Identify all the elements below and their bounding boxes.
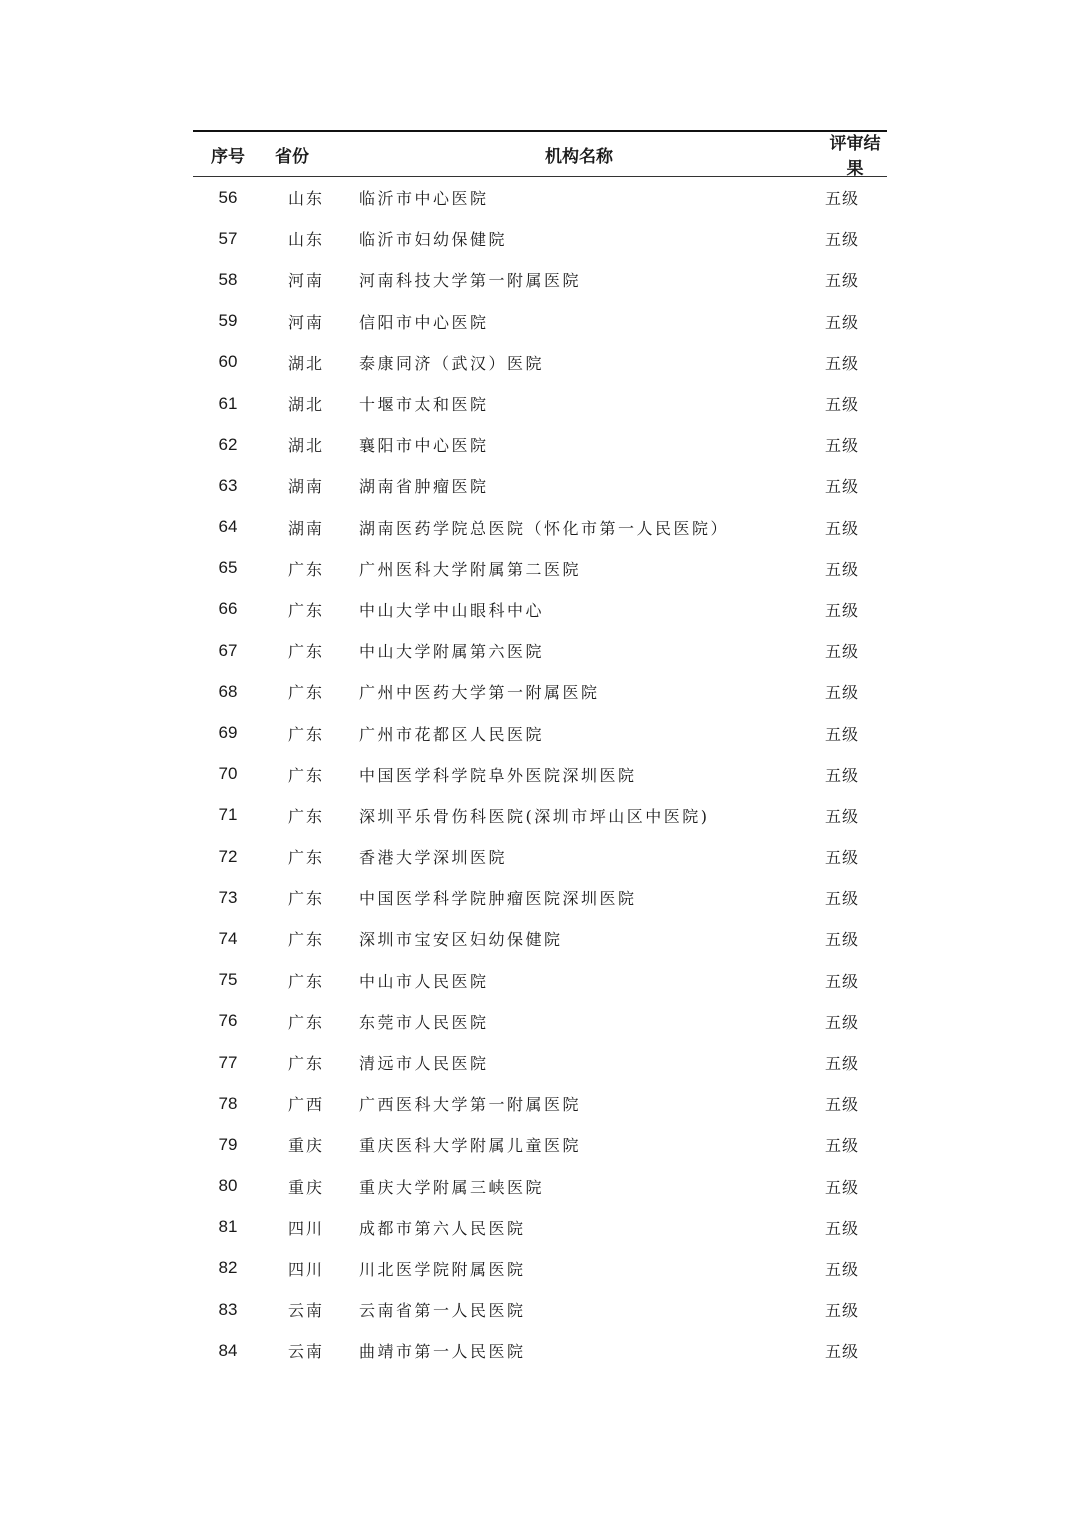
- province-cell: 广东: [287, 724, 324, 744]
- institution-name-cell: 重庆医科大学附属儿童医院: [359, 1136, 582, 1156]
- review-result-cell: 五级: [824, 1301, 859, 1321]
- review-result-cell: 五级: [824, 806, 859, 826]
- institution-name-cell: 十堰市太和医院: [359, 395, 489, 415]
- province-cell: 广东: [287, 930, 324, 950]
- table-row: [193, 754, 887, 795]
- institution-name-cell: 临沂市妇幼保健院: [359, 230, 508, 250]
- table-row: [193, 1083, 887, 1124]
- province-cell: 四川: [287, 1218, 324, 1238]
- serial-number-cell: 65: [218, 558, 238, 578]
- serial-number-cell: 79: [218, 1134, 238, 1154]
- institution-name-cell: 广州市花都区人民医院: [359, 724, 545, 744]
- province-cell: 山东: [287, 230, 324, 250]
- institution-name-cell: 东莞市人民医院: [359, 1012, 489, 1032]
- institution-name-cell: 成都市第六人民医院: [359, 1218, 526, 1238]
- province-cell: 广东: [287, 600, 324, 620]
- serial-number-cell: 76: [218, 1011, 238, 1031]
- institution-name-cell: 深圳平乐骨伤科医院(深圳市坪山区中医院): [359, 806, 710, 826]
- table-row: [193, 1207, 887, 1248]
- serial-number-cell: 63: [218, 475, 238, 495]
- review-result-cell: 五级: [824, 477, 859, 497]
- table-row: [193, 507, 887, 548]
- review-result-cell: 五级: [824, 642, 859, 662]
- institution-name-cell: 川北医学院附属医院: [359, 1259, 526, 1279]
- province-cell: 山东: [287, 189, 324, 209]
- serial-number-cell: 59: [218, 311, 238, 331]
- province-cell: 广东: [287, 765, 324, 785]
- serial-number-cell: 60: [218, 352, 238, 372]
- institution-name-cell: 深圳市宝安区妇幼保健院: [359, 930, 563, 950]
- province-cell: 广东: [287, 559, 324, 579]
- table-row: [193, 465, 887, 506]
- serial-number-cell: 83: [218, 1299, 238, 1319]
- table-row: [193, 301, 887, 342]
- institution-name-cell: 襄阳市中心医院: [359, 436, 489, 456]
- province-cell: 广东: [287, 848, 324, 868]
- serial-number-cell: 66: [218, 599, 238, 619]
- review-result-cell: 五级: [824, 395, 859, 415]
- serial-number-cell: 78: [218, 1093, 238, 1113]
- province-cell: 湖北: [287, 395, 324, 415]
- institution-name-cell: 广西医科大学第一附属医院: [359, 1095, 582, 1115]
- table-row: [193, 1330, 887, 1371]
- table-row: [193, 383, 887, 424]
- province-cell: 四川: [287, 1259, 324, 1279]
- province-cell: 广东: [287, 889, 324, 909]
- review-result-cell: 五级: [824, 683, 859, 703]
- header-province: 省份: [275, 146, 309, 167]
- serial-number-cell: 84: [218, 1340, 238, 1360]
- table-row: [193, 877, 887, 918]
- table-row: [193, 1001, 887, 1042]
- table-row: [193, 424, 887, 465]
- table-row: [193, 548, 887, 589]
- table-row: [193, 1124, 887, 1165]
- header-institution-name: 机构名称: [545, 146, 613, 167]
- table-row: [193, 1289, 887, 1330]
- review-result-cell: 五级: [824, 1136, 859, 1156]
- serial-number-cell: 80: [218, 1176, 238, 1196]
- institution-name-cell: 河南科技大学第一附属医院: [359, 271, 582, 291]
- table-row: [193, 795, 887, 836]
- table-row: [193, 177, 887, 218]
- province-cell: 湖南: [287, 477, 324, 497]
- province-cell: 湖北: [287, 436, 324, 456]
- province-cell: 广东: [287, 642, 324, 662]
- table-row: [193, 1042, 887, 1083]
- province-cell: 湖北: [287, 353, 324, 373]
- institution-name-cell: 重庆大学附属三峡医院: [359, 1177, 545, 1197]
- institution-name-cell: 湖南省肿瘤医院: [359, 477, 489, 497]
- province-cell: 广东: [287, 806, 324, 826]
- review-result-cell: 五级: [824, 518, 859, 538]
- serial-number-cell: 68: [218, 681, 238, 701]
- institution-name-cell: 中国医学科学院阜外医院深圳医院: [359, 765, 637, 785]
- serial-number-cell: 82: [218, 1258, 238, 1278]
- table-row: [193, 712, 887, 753]
- review-result-cell: 五级: [824, 889, 859, 909]
- table-row: [193, 671, 887, 712]
- province-cell: 河南: [287, 271, 324, 291]
- province-cell: 重庆: [287, 1136, 324, 1156]
- table-row: [193, 342, 887, 383]
- serial-number-cell: 74: [218, 928, 238, 948]
- review-result-cell: 五级: [824, 1095, 859, 1115]
- table-row: [193, 960, 887, 1001]
- table-header-row: [193, 132, 887, 179]
- province-cell: 广东: [287, 1054, 324, 1074]
- institution-name-cell: 中山大学中山眼科中心: [359, 600, 545, 620]
- serial-number-cell: 73: [218, 887, 238, 907]
- review-result-cell: 五级: [824, 189, 859, 209]
- province-cell: 广东: [287, 971, 324, 991]
- institution-name-cell: 清远市人民医院: [359, 1054, 489, 1074]
- table-row: [193, 836, 887, 877]
- province-cell: 云南: [287, 1342, 324, 1362]
- serial-number-cell: 64: [218, 517, 238, 537]
- review-result-cell: 五级: [824, 1218, 859, 1238]
- review-result-cell: 五级: [824, 1012, 859, 1032]
- institution-name-cell: 信阳市中心医院: [359, 312, 489, 332]
- province-cell: 广西: [287, 1095, 324, 1115]
- review-result-cell: 五级: [824, 971, 859, 991]
- serial-number-cell: 62: [218, 434, 238, 454]
- review-result-cell: 五级: [824, 600, 859, 620]
- table-row: [193, 630, 887, 671]
- table-row: [193, 1248, 887, 1289]
- review-result-cell: 五级: [824, 271, 859, 291]
- header-serial-number: 序号: [211, 146, 245, 167]
- institution-name-cell: 泰康同济（武汉）医院: [359, 353, 545, 373]
- review-result-cell: 五级: [824, 1259, 859, 1279]
- serial-number-cell: 70: [218, 764, 238, 784]
- review-result-cell: 五级: [824, 1177, 859, 1197]
- table-row: [193, 918, 887, 959]
- serial-number-cell: 67: [218, 640, 238, 660]
- serial-number-cell: 75: [218, 970, 238, 990]
- province-cell: 湖南: [287, 518, 324, 538]
- table-row: [193, 1166, 887, 1207]
- hospital-review-table: [193, 130, 887, 1371]
- review-result-cell: 五级: [824, 436, 859, 456]
- header-review-result: 评审结果: [829, 134, 881, 179]
- review-result-cell: 五级: [824, 230, 859, 250]
- review-result-cell: 五级: [824, 1342, 859, 1362]
- institution-name-cell: 中山市人民医院: [359, 971, 489, 991]
- institution-name-cell: 中山大学附属第六医院: [359, 642, 545, 662]
- institution-name-cell: 广州医科大学附属第二医院: [359, 559, 582, 579]
- table-body: [193, 177, 887, 1371]
- serial-number-cell: 77: [218, 1052, 238, 1072]
- province-cell: 重庆: [287, 1177, 324, 1197]
- province-cell: 广东: [287, 1012, 324, 1032]
- review-result-cell: 五级: [824, 848, 859, 868]
- review-result-cell: 五级: [824, 765, 859, 785]
- institution-name-cell: 云南省第一人民医院: [359, 1301, 526, 1321]
- serial-number-cell: 56: [218, 187, 238, 207]
- institution-name-cell: 广州中医药大学第一附属医院: [359, 683, 600, 703]
- province-cell: 云南: [287, 1301, 324, 1321]
- review-result-cell: 五级: [824, 353, 859, 373]
- serial-number-cell: 57: [218, 228, 238, 248]
- review-result-cell: 五级: [824, 724, 859, 744]
- institution-name-cell: 中国医学科学院肿瘤医院深圳医院: [359, 889, 637, 909]
- serial-number-cell: 58: [218, 269, 238, 289]
- institution-name-cell: 曲靖市第一人民医院: [359, 1342, 526, 1362]
- serial-number-cell: 72: [218, 846, 238, 866]
- review-result-cell: 五级: [824, 559, 859, 579]
- province-cell: 广东: [287, 683, 324, 703]
- table-row: [193, 218, 887, 259]
- serial-number-cell: 81: [218, 1217, 238, 1237]
- institution-name-cell: 香港大学深圳医院: [359, 848, 508, 868]
- province-cell: 河南: [287, 312, 324, 332]
- review-result-cell: 五级: [824, 930, 859, 950]
- review-result-cell: 五级: [824, 1054, 859, 1074]
- serial-number-cell: 69: [218, 723, 238, 743]
- institution-name-cell: 临沂市中心医院: [359, 189, 489, 209]
- institution-name-cell: 湖南医药学院总医院（怀化市第一人民医院）: [359, 518, 730, 538]
- table-row: [193, 259, 887, 300]
- table-row: [193, 589, 887, 630]
- serial-number-cell: 61: [218, 393, 238, 413]
- review-result-cell: 五级: [824, 312, 859, 332]
- serial-number-cell: 71: [218, 805, 238, 825]
